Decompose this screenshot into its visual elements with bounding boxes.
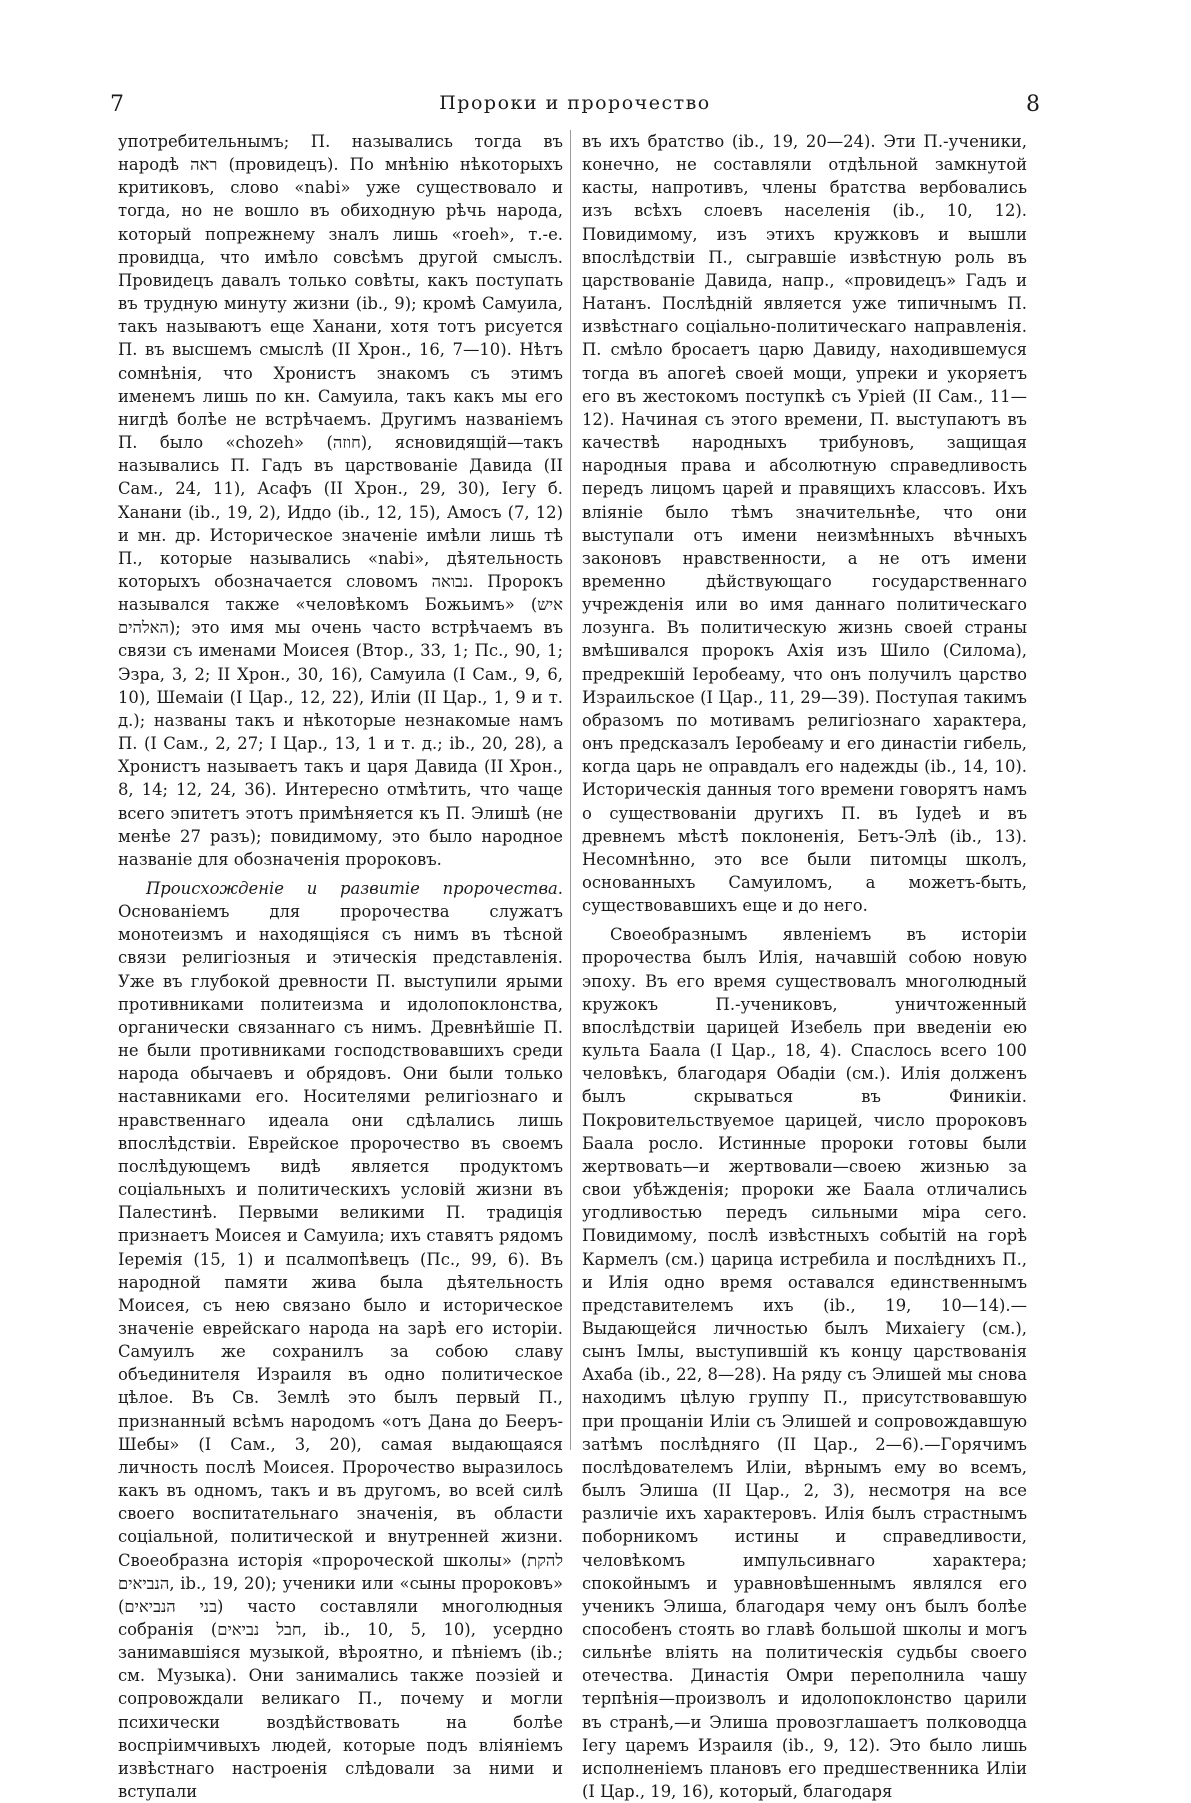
left-column-number: 7 [110,92,124,117]
page-title: Пророки и пророчество [439,92,711,114]
paragraph: въ ихъ братство (ib., 19, 20—24). Эти П.-ученики, конечно, не составляли отдѣльной замкнутой касты, напротивъ, члены братства вербовались изъ всѣхъ слоевъ населенія (ib., 10, 12). Повидимому, изъ этихъ кружковъ и вышли впослѣдствіи П., сыгравшіе извѣстную роль въ царствованіе Давида, напр., «провидецъ» Гадъ и Натанъ. Послѣдній является уже типичнымъ П. извѣстнаго соціально-политическаго направленія. П. смѣло бросаетъ царю Давиду, находившемуся тогда въ апогеѣ своей мощи, упреки и укоряетъ его въ жестокомъ поступкѣ съ Уріей (II Сам., 11—12). Начиная съ этого времени, П. выступаютъ въ качествѣ народныхъ трибуновъ, защищая народныя права и абсолютную справедливость передъ лицомъ царей и правящихъ классовъ. Ихъ вліяніе было тѣмъ значительнѣе, что они выступали отъ имени неизмѣнныхъ вѣчныхъ законовъ нравственности, а не отъ имени временно дѣйствующаго государственнаго учрежденія или во имя даннаго политическаго лозунга. Въ политическую жизнь своей страны вмѣшивался пророкъ Ахія изъ Шило (Силома), предрекшій Іеробеаму, что онъ получилъ царство Израильское (I Цар., 11, 29—39). Поступая такимъ образомъ по мотивамъ религіознаго характера, онъ предсказалъ Іеробеаму и его династіи гибель, когда царь не оправдалъ его надежды (ib., 14, 10). Историческія данныя того времени говорятъ намъ о существованіи другихъ П. въ Іудеѣ и въ древнемъ мѣстѣ поклоненія, Бетъ-Элѣ (ib., 13). Несомнѣнно, это все были питомцы школъ, основанныхъ Самуиломъ, а можетъ-быть, существовавшихъ еще и до него. [582,132,1027,916]
column-divider [570,130,571,1450]
paragraph: употребительнымъ; П. назывались тогда въ народѣ ראה (провидецъ). По мнѣнію нѣкоторыхъ критиковъ, слово «nabi» уже существовало и тогда, но не вошло въ обиходную рѣчь народа, который попрежнему зналъ лишь «roeh», т.-е. провидца, что имѣло совсѣмъ другой смыслъ. Провидецъ давалъ только совѣты, какъ поступать въ трудную минуту жизни (ib., 9); кромѣ Самуила, такъ называютъ еще Ханани, хотя тотъ рисуется П. въ высшемъ смыслѣ (II Хрон., 16, 7—10). Нѣтъ сомнѣнія, что Хронистъ знакомъ съ этимъ именемъ лишь по кн. Самуила, такъ какъ мы его нигдѣ болѣе не встрѣчаемъ. Другимъ названіемъ П. было «chozeh» (חוזה), ясновидящій—такъ назывались П. Гадъ въ царствованіе Давида (II Сам., 24, 11), Асафъ (II Хрон., 29, 30), Iегу б. Ханани (ib., 19, 2), Иддо (ib., 12, 15), Амосъ (7, 12) и мн. др. Историческое значеніе имѣли лишь тѣ П., которые назывались «nabi», дѣятельность которыхъ обозначается словомъ נבואה. Пророкъ назывался также «человѣкомъ Божьимъ» (איש האלהים); это имя мы очень часто встрѣчаемъ въ связи съ именами Моисея (Втор., 33, 1; Пс., 90, 1; Эзра, 3, 2; II Хрон., 30, 16), Самуила (I Сам., 9, 6, 10), Шемаіи (I Цар., 12, 22), Иліи (II Цар., 1, 9 и т. д.); названы такъ и нѣкоторые незнакомые намъ П. (I Сам., 2, 27; I Цар., 13, 1 и т. д.; ib., 20, 28), а Хронистъ называетъ такъ и царя Давида (II Хрон., 8, 14; 12, 24, 36). Интересно отмѣтить, что чаще всего эпитетъ этотъ примѣняется къ П. Элишѣ (не менѣе 27 разъ); повидимому, это было народное названіе для обозначенія пророковъ. [118,132,563,869]
right-column-number: 8 [1026,92,1040,117]
paragraph [118,877,563,1803]
paragraph: Своеобразнымъ явленіемъ въ исторіи пророчества былъ Илія, начавшій собою новую эпоху. Въ его время существовалъ многолюдный кружокъ П.-учениковъ, уничтоженный впослѣдствіи царицей Изебель при введеніи ею культа Баала (I Цар., 18, 4). Спаслось всего 100 человѣкъ, благодаря Обадіи (см.). Илія долженъ былъ скрываться въ Финикіи. Покровительствуемое царицей, число пророковъ Баала росло. Истинные пророки готовы были жертвовать—и жертвовали—своею жизнью за свои убѣжденія; пророки же Баала отличались угодливостью передъ сильными міра сего. Повидимому, послѣ извѣстныхъ событій на горѣ Кармелъ (см.) царица истребила и послѣднихъ П., и Илія одно время оставался единственнымъ представителемъ ихъ (ib., 19, 10—14).—Выдающейся личностью былъ Михаіегу (см.), сынъ Імлы, выступившій къ концу царствованія Ахаба (ib., 22, 8—28). На ряду съ Элишей мы снова находимъ цѣлую группу П., присутствовавшую при прощаніи Иліи съ Элишей и сопровождавшую затѣмъ послѣдняго (II Цар., 2—6).—Горячимъ послѣдователемъ Иліи, вѣрнымъ ему во всемъ, былъ Элиша (II Цар., 2, 3), несмотря на все различіе ихъ характеровъ. Илія былъ страстнымъ поборникомъ истины и справедливости, человѣкомъ импульсивнаго характера; спокойнымъ и уравновѣшеннымъ являлся его ученикъ Элиша, благодаря чему онъ былъ болѣе способенъ стоять во главѣ большой школы и могъ сильнѣе вліять на политическія судьбы своего отечества. Династія Омри переполнила чашу терпѣнія—произволъ и идолопоклонство царили въ странѣ,—и Элиша провозглашаетъ полководца Iегу царемъ Израиля (ib., 9, 12). Это было лишь исполненіемъ плановъ его предшественника Иліи (I Цар., 19, 16), который, благодаря [582,925,1027,1802]
running-header [110,92,1040,132]
paragraph-text: Основаніемъ для пророчества служатъ монотеизмъ и находящіяся съ нимъ въ тѣсной связи религіозныя и этическія представленія. Уже въ глубокой древности П. выступили ярыми противниками политеизма и идолопоклонства, органически связаннаго съ нимъ. Древнѣйшіе П. не были противниками господствовавшихъ среди народа обычаевъ и обрядовъ. Они были только наставниками его. Носителями религіознаго и нравственнаго идеала они сдѣлались лишь впослѣдствіи. Еврейское пророчество въ своемъ послѣдующемъ видѣ является продуктомъ соціальныхъ и политическихъ условій жизни въ Палестинѣ. Первыми великими П. традиція признаетъ Моисея и Самуила; ихъ ставятъ рядомъ Іеремія (15, 1) и псалмопѣвецъ (Пс., 99, 6). Въ народной памяти жива была дѣятельность Моисея, съ нею связано было и историческое значеніе еврейскаго народа на зарѣ его исторіи. Самуилъ же сохранилъ за собою славу объединителя Израиля въ одно политическое цѣлое. Въ Св. Землѣ это былъ первый П., признанный всѣмъ народомъ «отъ Дана до Бееръ-Шебы» (I Сам., 3, 20), самая выдающаяся личность послѣ Моисея. Пророчество выразилось какъ въ одномъ, такъ и въ другомъ, во всей силѣ своего воспитательнаго значенія, въ области соціальной, политической и внутренней жизни. Своеобразна исторія «пророческой школы» (להקת הנביאים, ib., 19, 20); ученики или «сыны пророковъ» (בני הנביאים) часто составляли многолюдныя собранія (חבל נביאים, ib., 10, 5, 10), усердно занимавшіяся музыкой, вѣроятно, и пѣніемъ (ib.; см. Музыка). Они занимались также поэзіей и сопровождали великаго П., почему и могли психически воздѣйствовать на болѣе воспріимчивыхъ людей, которые подъ вліяніемъ извѣстнаго настроенія слѣдовали за ними и вступали [118,902,563,1802]
right-text-column [582,130,1027,1803]
section-heading: Происхожденіе и развитіе пророчества. [146,879,563,898]
left-text-column [118,130,563,1803]
